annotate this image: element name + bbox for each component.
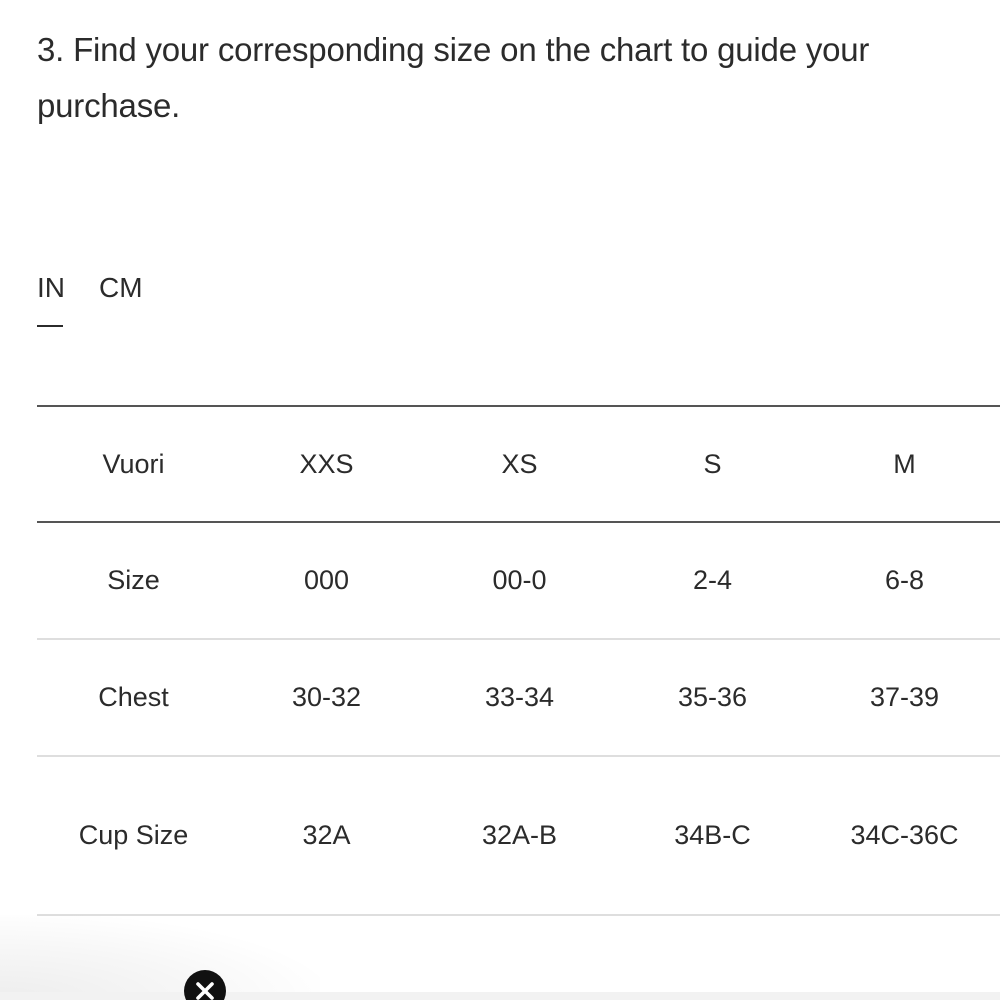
table-cell: 000: [230, 522, 423, 639]
header-s: S: [616, 406, 809, 522]
table-cell: 34C-36C: [809, 756, 1000, 915]
table-header-row: [37, 406, 1000, 522]
row-label-chest: Chest: [37, 639, 230, 756]
unit-tab-cm[interactable]: CM: [99, 272, 143, 303]
table-cell: 30-32: [230, 639, 423, 756]
table-cell: 6-8: [809, 522, 1000, 639]
selected-unit-indicator: [37, 325, 63, 327]
unit-tab-in[interactable]: IN: [37, 272, 65, 303]
table-row: [37, 522, 1000, 639]
header-xxs: XXS: [230, 406, 423, 522]
table-cell: 32A-B: [423, 756, 616, 915]
header-m: M: [809, 406, 1000, 522]
row-label-size: Size: [37, 522, 230, 639]
table-cell: 37-39: [809, 639, 1000, 756]
table-cell: 33-34: [423, 639, 616, 756]
table-cell: 2-4: [616, 522, 809, 639]
instruction-text: 3. Find your corresponding size on the chart to guide your purchase.: [37, 31, 870, 124]
table-cell: 34B-C: [616, 756, 809, 915]
table-cell: 00-0: [423, 522, 616, 639]
header-xs: XS: [423, 406, 616, 522]
row-label-cup-size: Cup Size: [37, 756, 230, 915]
size-chart-table: [37, 405, 1000, 916]
table-cell: 35-36: [616, 639, 809, 756]
header-brand: Vuori: [37, 406, 230, 522]
table-row: [37, 756, 1000, 915]
bottom-shadow: [0, 915, 320, 1000]
bottom-bar: [0, 992, 1000, 1000]
close-icon: [195, 981, 215, 1000]
table-cell: 32A: [230, 756, 423, 915]
table-row: [37, 639, 1000, 756]
